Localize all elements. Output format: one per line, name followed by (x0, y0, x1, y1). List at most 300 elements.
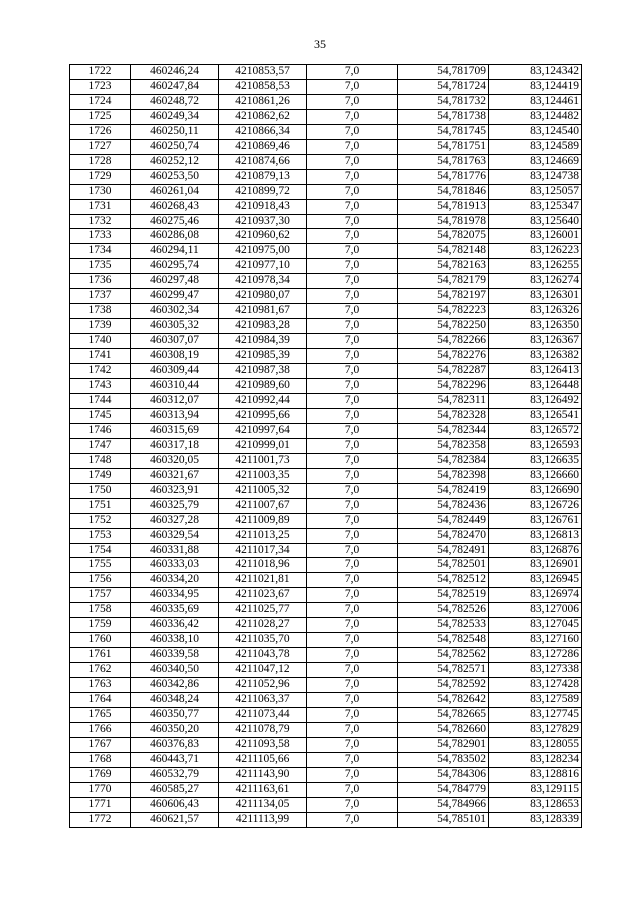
depth-cell: 7,0 (307, 678, 398, 693)
y-coordinate-cell: 4210985,39 (219, 349, 307, 364)
y-coordinate-cell: 4210999,01 (219, 438, 307, 453)
depth-cell: 7,0 (307, 468, 398, 483)
depth-cell: 7,0 (307, 124, 398, 139)
x-coordinate-cell: 460246,24 (131, 65, 219, 80)
table-row (70, 782, 582, 797)
longitude-cell: 83,126726 (489, 498, 582, 513)
point-number-cell: 1771 (70, 797, 131, 812)
longitude-cell: 83,126813 (489, 528, 582, 543)
latitude-cell: 54,782223 (398, 304, 489, 319)
latitude-cell: 54,782512 (398, 573, 489, 588)
x-coordinate-cell: 460443,71 (131, 752, 219, 767)
latitude-cell: 54,782642 (398, 693, 489, 708)
longitude-cell: 83,128653 (489, 797, 582, 812)
y-coordinate-cell: 4210960,62 (219, 229, 307, 244)
y-coordinate-cell: 4210997,64 (219, 423, 307, 438)
table-row (70, 678, 582, 693)
latitude-cell: 54,781978 (398, 214, 489, 229)
table-row (70, 259, 582, 274)
depth-cell: 7,0 (307, 722, 398, 737)
y-coordinate-cell: 4211021,81 (219, 573, 307, 588)
latitude-cell: 54,782311 (398, 393, 489, 408)
depth-cell: 7,0 (307, 259, 398, 274)
point-number-cell: 1746 (70, 423, 131, 438)
latitude-cell: 54,781763 (398, 154, 489, 169)
x-coordinate-cell: 460250,74 (131, 139, 219, 154)
table-row (70, 648, 582, 663)
table-row (70, 184, 582, 199)
table-row (70, 603, 582, 618)
depth-cell: 7,0 (307, 289, 398, 304)
x-coordinate-cell: 460252,12 (131, 154, 219, 169)
latitude-cell: 54,782449 (398, 513, 489, 528)
table-row (70, 94, 582, 109)
point-number-cell: 1752 (70, 513, 131, 528)
x-coordinate-cell: 460350,20 (131, 722, 219, 737)
longitude-cell: 83,126593 (489, 438, 582, 453)
latitude-cell: 54,782358 (398, 438, 489, 453)
point-number-cell: 1737 (70, 289, 131, 304)
depth-cell: 7,0 (307, 364, 398, 379)
longitude-cell: 83,128055 (489, 737, 582, 752)
y-coordinate-cell: 4210861,26 (219, 94, 307, 109)
table-row (70, 438, 582, 453)
depth-cell: 7,0 (307, 633, 398, 648)
depth-cell: 7,0 (307, 244, 398, 259)
y-coordinate-cell: 4210853,57 (219, 65, 307, 80)
longitude-cell: 83,128816 (489, 767, 582, 782)
longitude-cell: 83,127428 (489, 678, 582, 693)
longitude-cell: 83,126876 (489, 543, 582, 558)
x-coordinate-cell: 460334,95 (131, 588, 219, 603)
point-number-cell: 1758 (70, 603, 131, 618)
longitude-cell: 83,126413 (489, 364, 582, 379)
point-number-cell: 1769 (70, 767, 131, 782)
table-row (70, 229, 582, 244)
table-row (70, 65, 582, 80)
longitude-cell: 83,126761 (489, 513, 582, 528)
y-coordinate-cell: 4210987,38 (219, 364, 307, 379)
longitude-cell: 83,126350 (489, 319, 582, 334)
y-coordinate-cell: 4210977,10 (219, 259, 307, 274)
depth-cell: 7,0 (307, 379, 398, 394)
depth-cell: 7,0 (307, 408, 398, 423)
x-coordinate-cell: 460342,86 (131, 678, 219, 693)
point-number-cell: 1754 (70, 543, 131, 558)
point-number-cell: 1736 (70, 274, 131, 289)
y-coordinate-cell: 4211052,96 (219, 678, 307, 693)
coordinates-table (69, 64, 582, 828)
longitude-cell: 83,126572 (489, 423, 582, 438)
x-coordinate-cell: 460323,91 (131, 483, 219, 498)
depth-cell: 7,0 (307, 812, 398, 827)
latitude-cell: 54,782296 (398, 379, 489, 394)
y-coordinate-cell: 4210899,72 (219, 184, 307, 199)
depth-cell: 7,0 (307, 94, 398, 109)
point-number-cell: 1762 (70, 663, 131, 678)
longitude-cell: 83,125057 (489, 184, 582, 199)
x-coordinate-cell: 460327,28 (131, 513, 219, 528)
y-coordinate-cell: 4211025,77 (219, 603, 307, 618)
table-row (70, 618, 582, 633)
longitude-cell: 83,126901 (489, 558, 582, 573)
point-number-cell: 1730 (70, 184, 131, 199)
y-coordinate-cell: 4210995,66 (219, 408, 307, 423)
table-row (70, 737, 582, 752)
table-row (70, 812, 582, 827)
table-row (70, 124, 582, 139)
depth-cell: 7,0 (307, 558, 398, 573)
table-row (70, 423, 582, 438)
latitude-cell: 54,781724 (398, 79, 489, 94)
depth-cell: 7,0 (307, 782, 398, 797)
table-row (70, 453, 582, 468)
x-coordinate-cell: 460307,07 (131, 334, 219, 349)
latitude-cell: 54,782179 (398, 274, 489, 289)
latitude-cell: 54,782548 (398, 633, 489, 648)
latitude-cell: 54,782398 (398, 468, 489, 483)
longitude-cell: 83,125640 (489, 214, 582, 229)
latitude-cell: 54,781709 (398, 65, 489, 80)
x-coordinate-cell: 460340,50 (131, 663, 219, 678)
x-coordinate-cell: 460261,04 (131, 184, 219, 199)
latitude-cell: 54,784306 (398, 767, 489, 782)
depth-cell: 7,0 (307, 797, 398, 812)
table-row (70, 334, 582, 349)
latitude-cell: 54,782266 (398, 334, 489, 349)
x-coordinate-cell: 460338,10 (131, 633, 219, 648)
point-number-cell: 1770 (70, 782, 131, 797)
x-coordinate-cell: 460350,77 (131, 707, 219, 722)
table-row (70, 468, 582, 483)
y-coordinate-cell: 4211134,05 (219, 797, 307, 812)
point-number-cell: 1749 (70, 468, 131, 483)
depth-cell: 7,0 (307, 154, 398, 169)
x-coordinate-cell: 460317,18 (131, 438, 219, 453)
depth-cell: 7,0 (307, 588, 398, 603)
y-coordinate-cell: 4210858,53 (219, 79, 307, 94)
table-row (70, 393, 582, 408)
point-number-cell: 1727 (70, 139, 131, 154)
x-coordinate-cell: 460334,20 (131, 573, 219, 588)
y-coordinate-cell: 4210879,13 (219, 169, 307, 184)
latitude-cell: 54,781846 (398, 184, 489, 199)
point-number-cell: 1740 (70, 334, 131, 349)
point-number-cell: 1741 (70, 349, 131, 364)
y-coordinate-cell: 4210981,67 (219, 304, 307, 319)
point-number-cell: 1765 (70, 707, 131, 722)
table-row (70, 214, 582, 229)
longitude-cell: 83,128339 (489, 812, 582, 827)
table-row (70, 752, 582, 767)
y-coordinate-cell: 4211043,78 (219, 648, 307, 663)
x-coordinate-cell: 460312,07 (131, 393, 219, 408)
longitude-cell: 83,124589 (489, 139, 582, 154)
x-coordinate-cell: 460299,47 (131, 289, 219, 304)
x-coordinate-cell: 460247,84 (131, 79, 219, 94)
depth-cell: 7,0 (307, 752, 398, 767)
depth-cell: 7,0 (307, 513, 398, 528)
latitude-cell: 54,782470 (398, 528, 489, 543)
y-coordinate-cell: 4210980,07 (219, 289, 307, 304)
x-coordinate-cell: 460309,44 (131, 364, 219, 379)
depth-cell: 7,0 (307, 393, 398, 408)
y-coordinate-cell: 4210862,62 (219, 109, 307, 124)
table-row (70, 707, 582, 722)
point-number-cell: 1728 (70, 154, 131, 169)
x-coordinate-cell: 460585,27 (131, 782, 219, 797)
depth-cell: 7,0 (307, 304, 398, 319)
latitude-cell: 54,782491 (398, 543, 489, 558)
longitude-cell: 83,127006 (489, 603, 582, 618)
depth-cell: 7,0 (307, 648, 398, 663)
point-number-cell: 1766 (70, 722, 131, 737)
point-number-cell: 1763 (70, 678, 131, 693)
latitude-cell: 54,781751 (398, 139, 489, 154)
longitude-cell: 83,124540 (489, 124, 582, 139)
depth-cell: 7,0 (307, 229, 398, 244)
y-coordinate-cell: 4210874,66 (219, 154, 307, 169)
depth-cell: 7,0 (307, 423, 398, 438)
x-coordinate-cell: 460335,69 (131, 603, 219, 618)
longitude-cell: 83,126223 (489, 244, 582, 259)
x-coordinate-cell: 460333,03 (131, 558, 219, 573)
x-coordinate-cell: 460275,46 (131, 214, 219, 229)
point-number-cell: 1729 (70, 169, 131, 184)
table-row (70, 349, 582, 364)
x-coordinate-cell: 460606,43 (131, 797, 219, 812)
longitude-cell: 83,128234 (489, 752, 582, 767)
y-coordinate-cell: 4211003,35 (219, 468, 307, 483)
y-coordinate-cell: 4210989,60 (219, 379, 307, 394)
point-number-cell: 1743 (70, 379, 131, 394)
latitude-cell: 54,781776 (398, 169, 489, 184)
table-row (70, 588, 582, 603)
y-coordinate-cell: 4210866,34 (219, 124, 307, 139)
x-coordinate-cell: 460313,94 (131, 408, 219, 423)
point-number-cell: 1731 (70, 199, 131, 214)
y-coordinate-cell: 4211113,99 (219, 812, 307, 827)
longitude-cell: 83,125347 (489, 199, 582, 214)
x-coordinate-cell: 460286,08 (131, 229, 219, 244)
longitude-cell: 83,126326 (489, 304, 582, 319)
latitude-cell: 54,781732 (398, 94, 489, 109)
table-row (70, 319, 582, 334)
latitude-cell: 54,782344 (398, 423, 489, 438)
point-number-cell: 1760 (70, 633, 131, 648)
point-number-cell: 1722 (70, 65, 131, 80)
latitude-cell: 54,782501 (398, 558, 489, 573)
table-row (70, 304, 582, 319)
longitude-cell: 83,127829 (489, 722, 582, 737)
table-row (70, 513, 582, 528)
longitude-cell: 83,126690 (489, 483, 582, 498)
x-coordinate-cell: 460305,32 (131, 319, 219, 334)
point-number-cell: 1738 (70, 304, 131, 319)
latitude-cell: 54,785101 (398, 812, 489, 827)
depth-cell: 7,0 (307, 483, 398, 498)
longitude-cell: 83,126001 (489, 229, 582, 244)
y-coordinate-cell: 4211028,27 (219, 618, 307, 633)
table-row (70, 379, 582, 394)
depth-cell: 7,0 (307, 274, 398, 289)
table-row (70, 633, 582, 648)
point-number-cell: 1739 (70, 319, 131, 334)
point-number-cell: 1767 (70, 737, 131, 752)
point-number-cell: 1733 (70, 229, 131, 244)
y-coordinate-cell: 4211007,67 (219, 498, 307, 513)
point-number-cell: 1725 (70, 109, 131, 124)
y-coordinate-cell: 4210975,00 (219, 244, 307, 259)
page-number: 35 (314, 37, 326, 51)
longitude-cell: 83,126541 (489, 408, 582, 423)
table-row (70, 528, 582, 543)
x-coordinate-cell: 460302,34 (131, 304, 219, 319)
depth-cell: 7,0 (307, 498, 398, 513)
x-coordinate-cell: 460320,05 (131, 453, 219, 468)
y-coordinate-cell: 4211093,58 (219, 737, 307, 752)
longitude-cell: 83,124461 (489, 94, 582, 109)
latitude-cell: 54,782250 (398, 319, 489, 334)
depth-cell: 7,0 (307, 334, 398, 349)
depth-cell: 7,0 (307, 139, 398, 154)
longitude-cell: 83,126635 (489, 453, 582, 468)
table-row (70, 154, 582, 169)
latitude-cell: 54,782526 (398, 603, 489, 618)
latitude-cell: 54,782419 (398, 483, 489, 498)
table-row (70, 79, 582, 94)
x-coordinate-cell: 460348,24 (131, 693, 219, 708)
y-coordinate-cell: 4211009,89 (219, 513, 307, 528)
latitude-cell: 54,782148 (398, 244, 489, 259)
latitude-cell: 54,783502 (398, 752, 489, 767)
latitude-cell: 54,782901 (398, 737, 489, 752)
x-coordinate-cell: 460248,72 (131, 94, 219, 109)
x-coordinate-cell: 460253,50 (131, 169, 219, 184)
x-coordinate-cell: 460268,43 (131, 199, 219, 214)
y-coordinate-cell: 4210984,39 (219, 334, 307, 349)
latitude-cell: 54,781745 (398, 124, 489, 139)
depth-cell: 7,0 (307, 319, 398, 334)
latitude-cell: 54,784966 (398, 797, 489, 812)
point-number-cell: 1732 (70, 214, 131, 229)
longitude-cell: 83,126301 (489, 289, 582, 304)
latitude-cell: 54,782660 (398, 722, 489, 737)
latitude-cell: 54,782562 (398, 648, 489, 663)
table-row (70, 543, 582, 558)
point-number-cell: 1723 (70, 79, 131, 94)
depth-cell: 7,0 (307, 184, 398, 199)
table-row (70, 199, 582, 214)
depth-cell: 7,0 (307, 737, 398, 752)
longitude-cell: 83,127745 (489, 707, 582, 722)
latitude-cell: 54,782287 (398, 364, 489, 379)
point-number-cell: 1764 (70, 693, 131, 708)
depth-cell: 7,0 (307, 438, 398, 453)
x-coordinate-cell: 460336,42 (131, 618, 219, 633)
y-coordinate-cell: 4210992,44 (219, 393, 307, 408)
depth-cell: 7,0 (307, 109, 398, 124)
x-coordinate-cell: 460325,79 (131, 498, 219, 513)
point-number-cell: 1735 (70, 259, 131, 274)
depth-cell: 7,0 (307, 707, 398, 722)
y-coordinate-cell: 4210937,30 (219, 214, 307, 229)
x-coordinate-cell: 460297,48 (131, 274, 219, 289)
y-coordinate-cell: 4211047,12 (219, 663, 307, 678)
x-coordinate-cell: 460376,83 (131, 737, 219, 752)
latitude-cell: 54,782328 (398, 408, 489, 423)
depth-cell: 7,0 (307, 693, 398, 708)
longitude-cell: 83,126274 (489, 274, 582, 289)
y-coordinate-cell: 4211063,37 (219, 693, 307, 708)
depth-cell: 7,0 (307, 453, 398, 468)
longitude-cell: 83,126382 (489, 349, 582, 364)
point-number-cell: 1757 (70, 588, 131, 603)
longitude-cell: 83,126367 (489, 334, 582, 349)
latitude-cell: 54,781913 (398, 199, 489, 214)
latitude-cell: 54,782384 (398, 453, 489, 468)
x-coordinate-cell: 460532,79 (131, 767, 219, 782)
longitude-cell: 83,126660 (489, 468, 582, 483)
y-coordinate-cell: 4211018,96 (219, 558, 307, 573)
point-number-cell: 1759 (70, 618, 131, 633)
point-number-cell: 1750 (70, 483, 131, 498)
longitude-cell: 83,126448 (489, 379, 582, 394)
table-row (70, 483, 582, 498)
table-row (70, 663, 582, 678)
y-coordinate-cell: 4210869,46 (219, 139, 307, 154)
y-coordinate-cell: 4211105,66 (219, 752, 307, 767)
table-row (70, 244, 582, 259)
table-row (70, 139, 582, 154)
point-number-cell: 1748 (70, 453, 131, 468)
point-number-cell: 1756 (70, 573, 131, 588)
longitude-cell: 83,127589 (489, 693, 582, 708)
y-coordinate-cell: 4211035,70 (219, 633, 307, 648)
point-number-cell: 1734 (70, 244, 131, 259)
latitude-cell: 54,782533 (398, 618, 489, 633)
y-coordinate-cell: 4211143,90 (219, 767, 307, 782)
depth-cell: 7,0 (307, 543, 398, 558)
x-coordinate-cell: 460295,74 (131, 259, 219, 274)
y-coordinate-cell: 4211163,61 (219, 782, 307, 797)
latitude-cell: 54,782163 (398, 259, 489, 274)
depth-cell: 7,0 (307, 603, 398, 618)
x-coordinate-cell: 460621,57 (131, 812, 219, 827)
table-row (70, 558, 582, 573)
table-row (70, 573, 582, 588)
y-coordinate-cell: 4210978,34 (219, 274, 307, 289)
depth-cell: 7,0 (307, 65, 398, 80)
coordinates-table-body (70, 65, 582, 828)
longitude-cell: 83,124482 (489, 109, 582, 124)
latitude-cell: 54,782075 (398, 229, 489, 244)
point-number-cell: 1753 (70, 528, 131, 543)
table-row (70, 274, 582, 289)
depth-cell: 7,0 (307, 767, 398, 782)
latitude-cell: 54,782436 (398, 498, 489, 513)
latitude-cell: 54,782571 (398, 663, 489, 678)
point-number-cell: 1745 (70, 408, 131, 423)
table-row (70, 109, 582, 124)
longitude-cell: 83,127045 (489, 618, 582, 633)
x-coordinate-cell: 460249,34 (131, 109, 219, 124)
y-coordinate-cell: 4211005,32 (219, 483, 307, 498)
longitude-cell: 83,124419 (489, 79, 582, 94)
x-coordinate-cell: 460308,19 (131, 349, 219, 364)
longitude-cell: 83,126945 (489, 573, 582, 588)
table-row (70, 498, 582, 513)
